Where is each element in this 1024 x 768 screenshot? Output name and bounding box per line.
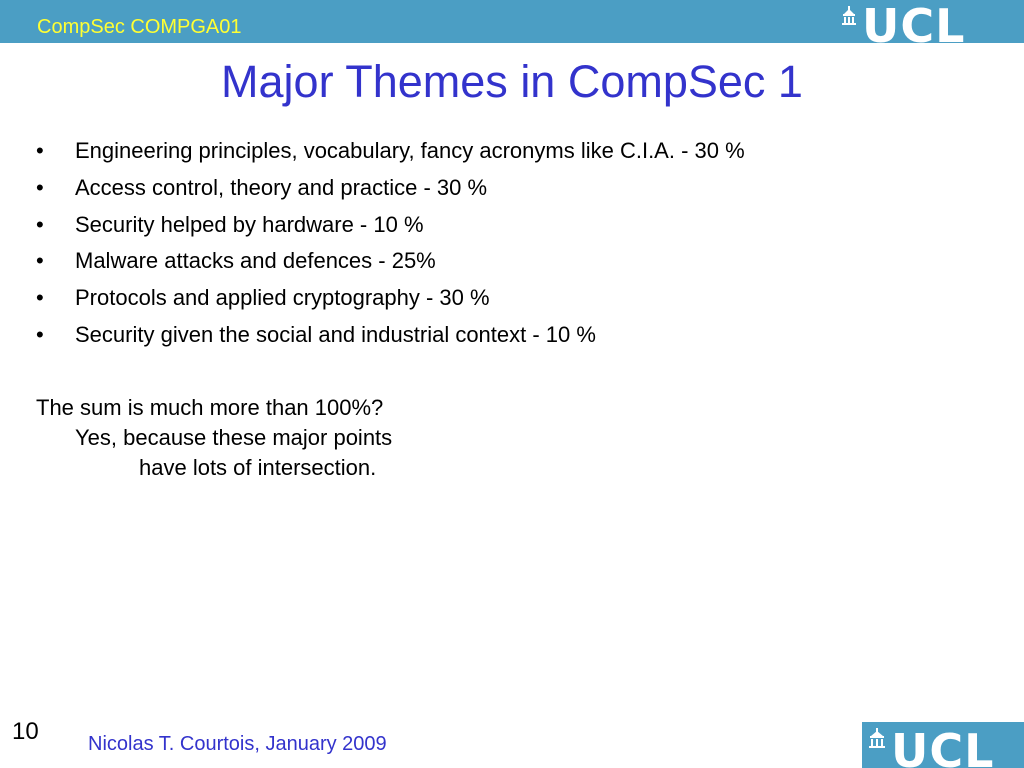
bullet-text: Malware attacks and defences - 25%: [75, 248, 436, 274]
bullet-text: Security helped by hardware - 10 %: [75, 211, 424, 237]
paragraph-line-3: have lots of intersection.: [139, 455, 377, 480]
header-bar: [0, 0, 1024, 43]
bullet-icon: •: [36, 248, 44, 274]
bullet-icon: •: [36, 285, 44, 311]
footer-logo-text: UCL: [891, 724, 995, 768]
bullet-icon: •: [36, 321, 44, 347]
logo-text: UCL: [862, 0, 966, 43]
ucl-footer-logo-icon: [862, 722, 1024, 768]
footer-author: Nicolas T. Courtois, January 2009: [88, 733, 387, 755]
bullet-icon: •: [36, 211, 44, 237]
bullet-icon: •: [36, 174, 44, 200]
bullet-text: Protocols and applied cryptography - 30 %: [75, 285, 490, 311]
paragraph-line-2: Yes, because these major points: [75, 425, 393, 450]
bullet-text: Security given the social and industrial context - 10 %: [75, 321, 596, 347]
slide-title: Major Themes in CompSec 1: [221, 56, 803, 107]
paragraph-line-1: The sum is much more than 100%?: [36, 395, 384, 420]
course-code: CompSec COMPGA01: [37, 16, 242, 38]
ucl-logo-icon: [838, 0, 998, 43]
page-number: 10: [12, 718, 39, 745]
bullet-text: Access control, theory and practice - 30 %: [75, 174, 488, 200]
bullet-icon: •: [36, 138, 44, 163]
bullet-text: Engineering principles, vocabulary, fancy acronyms like C.I.A. - 30 %: [75, 138, 745, 163]
